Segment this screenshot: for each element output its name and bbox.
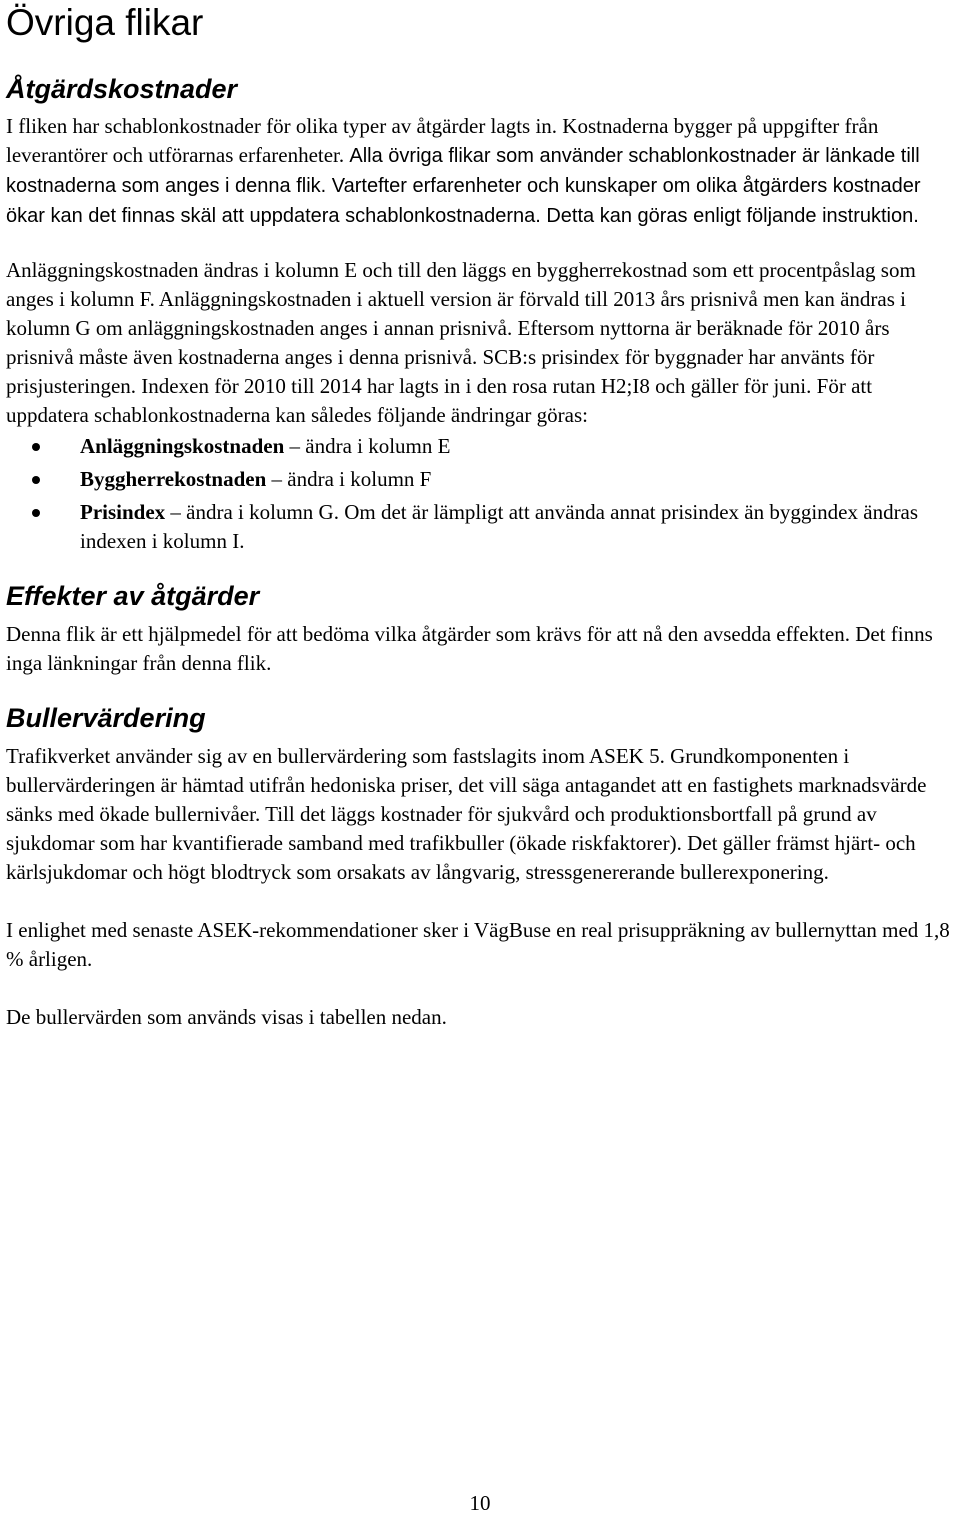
bullervardering-paragraph-1: Trafikverket använder sig av en bullervärdering som fastslagits inom ASEK 5. Grundkomponenten i bullervärderingen är hämtad utifrån hedoniska priser, det vill säga antagandet att en fastighets marknadsvärde sänks med ökade bullernivåer. Till det läggs kostnader för sjukvård och produktionsbortfall på grund av sjukdomar som har kvantifierade samband med trafikbuller (ökade riskfaktorer). Det gäller främst hjärt- och kärlsjukdomar och högt blodtryck som orsakats av långvarig, stressgenererande bullerexponering. bbox=[6, 744, 927, 884]
effekter-paragraph: Denna flik är ett hjälpmedel för att bedöma vilka åtgärder som krävs för att nå den avsedda effekten. Det finns inga länkningar från denna flik. bbox=[6, 622, 933, 675]
list-item-text: – ändra i kolumn G. Om det är lämpligt att använda annat prisindex än byggindex ändras indexen i kolumn I. bbox=[80, 500, 919, 553]
list-item-term: Byggherrekostnaden bbox=[80, 467, 267, 491]
section-heading-bullervardering: Bullervärdering bbox=[6, 703, 206, 733]
page-number: 10 bbox=[469, 1491, 491, 1515]
atgardskostnader-paragraph-1 bbox=[6, 112, 956, 231]
bullervardering-paragraph-3: De bullervärden som används visas i tabellen nedan. bbox=[6, 1005, 447, 1029]
page-title: Övriga flikar bbox=[6, 2, 204, 43]
bullet-icon bbox=[32, 476, 40, 484]
list-item-text: – ändra i kolumn F bbox=[266, 467, 432, 491]
atgardskostnader-paragraph-1-part-2: Alla övriga flikar som använder schablonkostnader är länkade till kostnaderna som anges i denna flik. Vartefter erfarenheter och kunskaper om olika åtgärders kostnader ökar kan det finnas skäl att uppdatera schablonkostnaderna. Detta kan göras enligt följande instruktion. bbox=[6, 145, 921, 227]
list-item bbox=[6, 432, 956, 461]
list-item bbox=[6, 498, 956, 556]
bullervardering-paragraph-2: I enlighet med senaste ASEK-rekommendationer sker i VägBuse en real prisuppräkning av bullernyttan med 1,8 % årligen. bbox=[6, 918, 950, 971]
document-page bbox=[6, 0, 956, 1032]
list-item-term: Anläggningskostnaden bbox=[80, 434, 285, 458]
instruction-list bbox=[6, 432, 956, 556]
atgardskostnader-paragraph-2: Anläggningskostnaden ändras i kolumn E och till den läggs en byggherrekostnad som ett procentpåslag som anges i kolumn F. Anläggningskostnaden i aktuell version är förvald till 2013 års prisnivå men kan ändras i kolumn G om anläggningskostnaden anges i annan prisnivå. Eftersom nyttorna är beräknade för 2010 års prisnivå måste även kostnaderna anges i denna prisnivå. SCB:s prisindex för byggnader har använts för prisjusteringen. Indexen för 2010 till 2014 har lagts in i den rosa rutan H2;I8 och gäller för juni. För att uppdatera schablonkostnaderna kan således följande ändringar göras: bbox=[6, 258, 916, 427]
list-item bbox=[6, 465, 956, 494]
list-item-text: – ändra i kolumn E bbox=[284, 434, 451, 458]
section-heading-effekter: Effekter av åtgärder bbox=[6, 581, 260, 611]
bullet-icon bbox=[32, 443, 40, 451]
list-item-term: Prisindex bbox=[80, 500, 166, 524]
section-heading-atgardskostnader: Åtgärdskostnader bbox=[6, 74, 238, 104]
bullet-icon bbox=[32, 509, 40, 517]
atgardskostnader-paragraph-1-part-1: I fliken har schablonkostnader för olika typer av åtgärder lagts in. Kostnaderna bygger på uppgifter från leverantörer och utförarnas erfarenheter. bbox=[6, 114, 879, 167]
